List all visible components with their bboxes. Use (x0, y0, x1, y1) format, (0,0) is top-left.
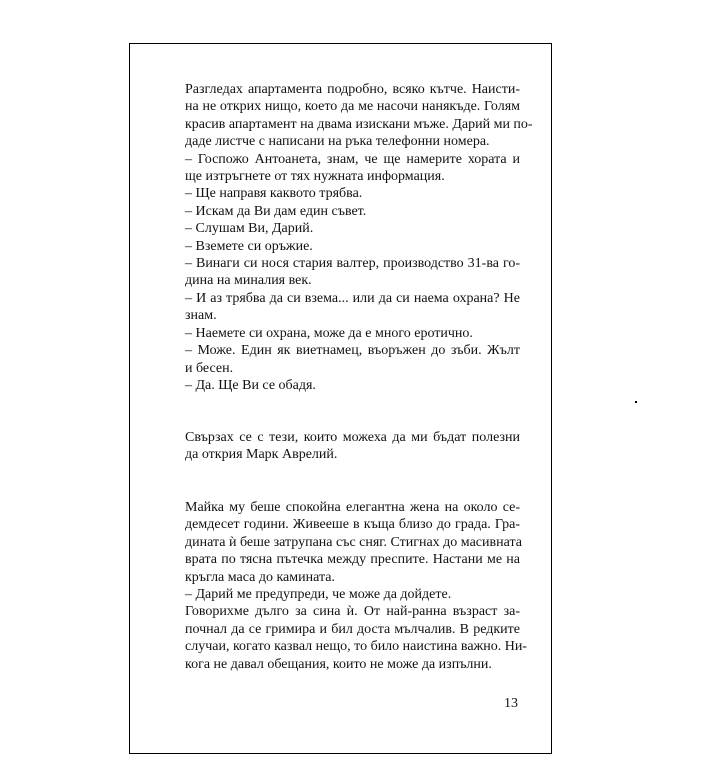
paragraph-contacts (185, 429, 520, 464)
text-line: – Слушам Ви, Дарий. (185, 221, 314, 237)
text-line: Разгледах апартамента подробно, всяко кътче. Наисти- (185, 82, 520, 97)
text-line: – Винаги си нося стария валтер, производство 31-ва го- (185, 256, 520, 272)
text-line: да открия Марк Аврелий. (185, 447, 338, 463)
text-line: красив апартамент на двама изискани мъже. Дарий ми по- (185, 116, 533, 132)
text-line: врата по тясна пътечка между преспите. Настани ме на (185, 552, 520, 568)
text-line: случаи, когато казвал нещо, то било наистина важно. Ни- (185, 639, 527, 655)
text-line: даде листче с написани на ръка телефонни номера. (185, 134, 490, 150)
text-line: на не открих нищо, което да ме насочи нанякъде. Голям (185, 99, 520, 115)
text-line: демдесет години. Живееше в къща близо до града. Гра- (185, 517, 520, 533)
paragraph-mother-visit (185, 499, 527, 673)
text-line: – Вземете си оръжие. (185, 238, 313, 254)
text-line: ще изтръгнете от тях нужната информация. (185, 169, 445, 185)
paragraph-apartment-dialogue (185, 81, 533, 394)
text-line: – Искам да Ви дам един съвет. (185, 203, 367, 219)
text-line: – Наемете си охрана, може да е много еротично. (185, 325, 473, 341)
text-line: Свързах се с тези, които можеха да ми бъдат полезни (185, 430, 520, 445)
stray-dot-mark (635, 401, 637, 403)
text-line: почнал да се гримира и бил доста мълчалив. В редките (185, 621, 520, 637)
text-line: дина на миналия век. (185, 273, 312, 289)
text-line: кръгла маса до камината. (185, 569, 335, 585)
text-line: знам. (185, 308, 217, 324)
text-line: Говорихме дълго за сина ѝ. От най-ранна възраст за- (185, 604, 520, 620)
text-line: дината ѝ беше затрупана със сняг. Стигнах до масивната (185, 534, 522, 550)
text-line: – И аз трябва да си взема... или да си наема охрана? Не (185, 290, 520, 306)
text-line: и бесен. (185, 360, 234, 376)
text-line: Майка му беше спокойна елегантна жена на около се- (185, 500, 520, 515)
text-line: – Може. Един як виетнамец, въоръжен до зъби. Жълт (185, 343, 520, 359)
book-page (129, 43, 552, 754)
text-line: – Дарий ме предупреди, че може да дойдете. (185, 587, 452, 603)
text-line: – Госпожо Антоанета, знам, че ще намерите хората и (185, 151, 520, 167)
text-line: – Ще направя каквото трябва. (185, 186, 363, 202)
text-line: – Да. Ще Ви се обадя. (185, 377, 316, 393)
text-line: кога не давал обещания, които не може да изпълни. (185, 656, 492, 672)
page-number: 13 (504, 696, 518, 711)
